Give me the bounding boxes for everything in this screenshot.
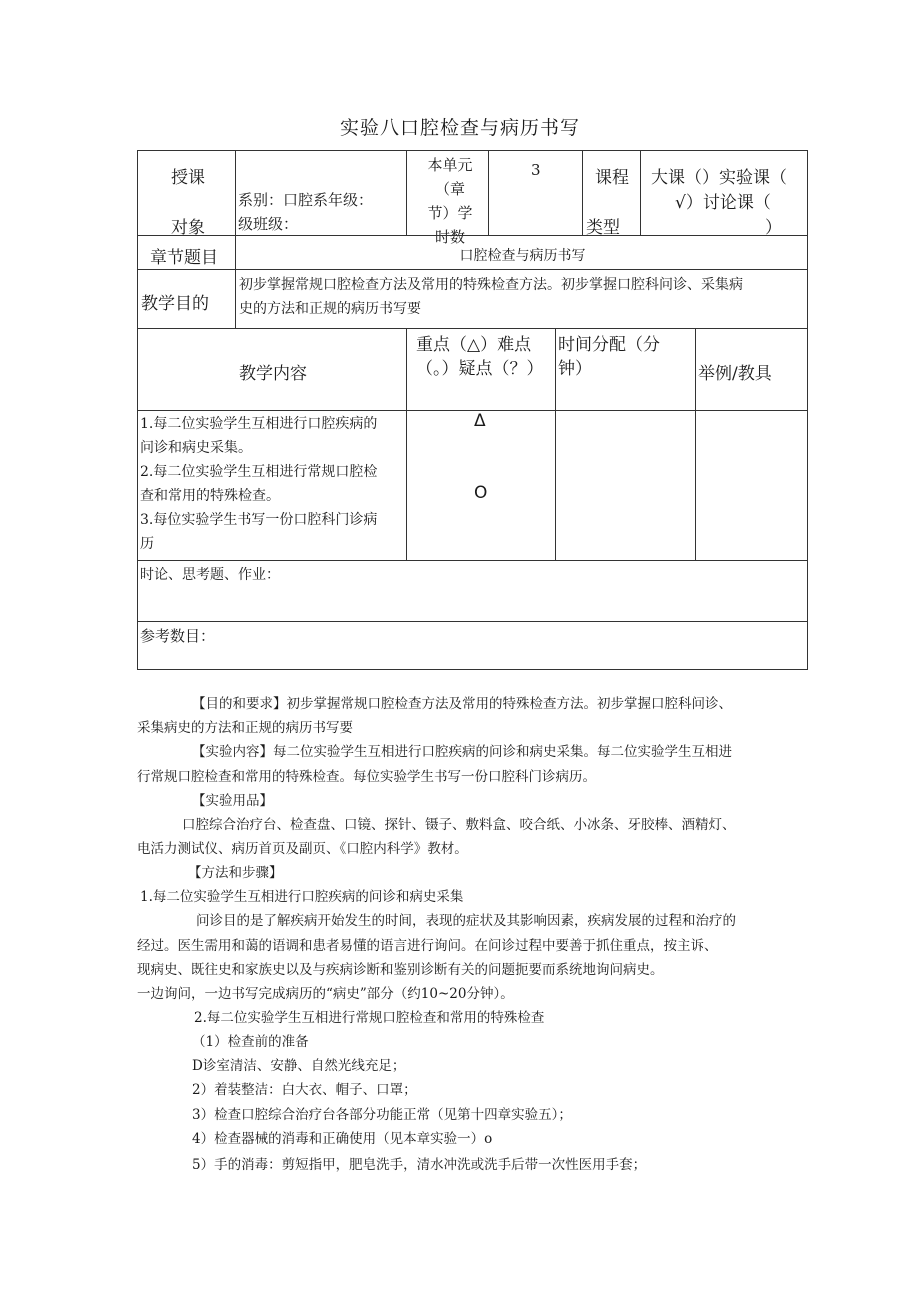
content-items-cell	[137, 410, 407, 561]
content-header: 教学内容	[239, 364, 307, 384]
prep-item: 4）检查器械的消毒和正确使用（见本章实验一）o	[192, 1131, 493, 1147]
content-item-line: 1.每二位实验学生互相进行口腔疾病的	[140, 416, 378, 432]
unit-hours-label-line2: （章	[434, 180, 465, 198]
time-header-line1: 时间分配（分	[558, 335, 660, 355]
chapter-label: 章节题目	[150, 248, 218, 268]
supplies-tag: 【实验用品】	[192, 793, 273, 809]
purpose-tag: 【目的和要求】	[192, 696, 287, 712]
unit-hours-label-line4: 时数	[434, 228, 465, 246]
objective-value-cell	[235, 269, 808, 329]
unit-hours-label-line1: 本单元	[427, 156, 473, 174]
time-allocation-cell	[555, 410, 696, 561]
chapter-value-cell	[235, 235, 808, 270]
supplies-line1: 口腔综合治疗台、检查盘、口镜、探针、镊子、敷料盒、咬合纸、小冰条、牙胶棒、酒精灯、	[182, 817, 736, 833]
points-header-line2: （。）疑点（？）	[416, 359, 544, 379]
unit-hours-value-cell	[488, 150, 583, 236]
chapter-value: 口腔检查与病历书写	[459, 248, 586, 264]
chapter-label-cell	[137, 235, 236, 270]
supplies-line2: 电活力测试仪、病历首页及副页、《口腔内科学》教材。	[137, 841, 468, 857]
methods-tag: 【方法和步骤】	[188, 865, 283, 881]
content-line1: 每二位实验学生互相进行口腔疾病的问诊和病史采集。每二位实验学生互相进	[273, 744, 732, 760]
step1-title: 1.每二位实验学生互相进行口腔疾病的问诊和病史采集	[140, 889, 464, 905]
prep-item: 2）着装整洁：白大衣、帽子、口罩；	[192, 1082, 417, 1098]
time-header-line2: 钟）	[558, 359, 592, 379]
department-line2: 级班级：	[238, 215, 299, 233]
course-type-label-cell	[582, 150, 641, 236]
points-header-line1: 重点（△）难点	[416, 335, 532, 355]
content-item-line: 2.每二位实验学生互相进行常规口腔检	[140, 464, 378, 480]
points-header-cell	[406, 328, 556, 411]
step1-paragraph-line3: 现病史、既往史和家族史以及与疾病诊断和鉴别诊断有关的问题扼要而系统地询问病史。	[137, 962, 664, 978]
discussion-cell	[137, 560, 808, 622]
difficulty-circle-mark: O	[474, 483, 488, 503]
purpose-line1: 初步掌握常规口腔检查方法及常用的特殊检查方法。初步掌握口腔科问诊、	[286, 696, 732, 712]
tools-header: 举例/教具	[698, 364, 772, 384]
content-item-line: 历	[140, 536, 154, 552]
teaching-target-label-cell	[137, 150, 236, 236]
tools-cell	[695, 410, 808, 561]
course-type-label-line2: 类型	[586, 218, 620, 238]
course-type-options-cell	[640, 150, 808, 236]
key-point-triangle-mark: Δ	[474, 411, 486, 431]
course-type-label-line1: 课程	[595, 168, 629, 188]
objective-label: 教学目的	[141, 294, 209, 314]
unit-hours-label-cell	[406, 150, 489, 246]
prep-item: 5）手的消毒：剪短指甲，肥皂洗手，清水冲洗或洗手后带一次性医用手套；	[192, 1157, 647, 1173]
points-marks-cell	[406, 410, 556, 561]
prep-item: 3）检查口腔综合治疗台各部分功能正常（见第十四章实验五）；	[192, 1107, 572, 1123]
content-item-line: 问诊和病史采集。	[140, 440, 252, 456]
reference-label: 参考数目：	[140, 627, 216, 645]
department-cell	[235, 150, 407, 236]
department-line1: 系别：口腔系年级：	[238, 191, 374, 209]
unit-hours-label-line3: 节）学	[427, 204, 473, 222]
purpose-line2: 采集病史的方法和正规的病历书写要	[137, 720, 353, 736]
discussion-label: 时论、思考题、作业：	[140, 567, 280, 583]
content-item-line: 3.每位实验学生书写一份口腔科门诊病	[140, 512, 378, 528]
step2-subtitle: （1）检查前的准备	[192, 1034, 309, 1050]
document-title: 实验八口腔检查与病历书写	[339, 117, 580, 139]
objective-label-cell	[137, 269, 236, 329]
step1-paragraph-line2: 经过。医生需用和蔼的语调和患者易懂的语言进行询问。在问诊过程中要善于抓住重点，按主诉、	[137, 938, 718, 954]
unit-hours-value: 3	[531, 161, 541, 179]
time-header-cell	[555, 328, 696, 411]
objective-line1: 初步掌握常规口腔检查方法及常用的特殊检查方法。初步掌握口腔科问诊、采集病	[239, 277, 743, 293]
content-line2: 行常规口腔检查和常用的特殊检查。每位实验学生书写一份口腔科门诊病历。	[137, 769, 596, 785]
objective-line2: 史的方法和正规的病历书写要	[239, 301, 421, 317]
course-type-options-line2: √）讨论课（	[675, 193, 771, 213]
step2-title: 2.每二位实验学生互相进行常规口腔检查和常用的特殊检查	[194, 1010, 545, 1026]
prep-item: D诊室清洁、安静、自然光线充足；	[192, 1058, 406, 1074]
tools-header-cell	[695, 328, 808, 411]
purpose-paragraph	[192, 692, 732, 716]
content-paragraph	[192, 740, 732, 764]
content-header-cell	[137, 328, 407, 411]
step1-paragraph-line4: 一边询问，一边书写完成病历的“病史”部分（约10~20分钟）。	[137, 986, 514, 1002]
reference-cell	[137, 621, 808, 670]
teaching-target-label-line2: 对象	[171, 218, 205, 238]
content-item-line: 查和常用的特殊检查。	[140, 488, 280, 504]
step1-paragraph-line1: 问诊目的是了解疾病开始发生的时间，表现的症状及其影响因素，疾病发展的过程和治疗的	[196, 913, 736, 929]
course-type-options-line1: 大课（）实验课（	[651, 168, 787, 188]
content-tag: 【实验内容】	[192, 744, 273, 760]
course-type-options-line3: ）	[765, 218, 782, 238]
teaching-target-label-line1: 授课	[171, 168, 205, 188]
